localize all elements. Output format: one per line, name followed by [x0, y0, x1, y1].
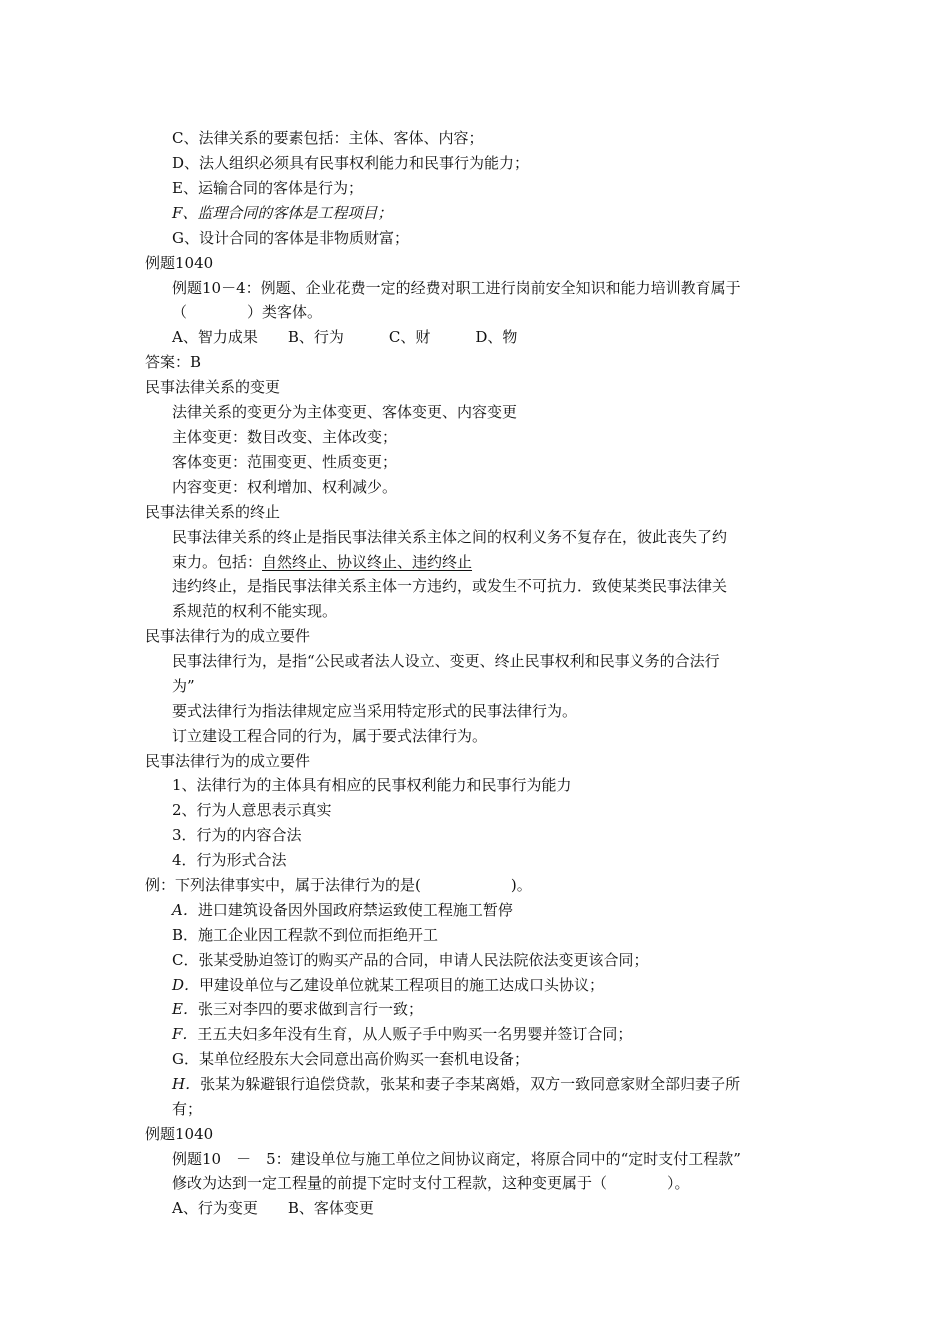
- option-d: [172, 973, 812, 997]
- option-a: [172, 898, 812, 922]
- option-text: 张三对李四的要求做到言行一致；: [197, 1000, 423, 1018]
- paragraph-line: 民事法律关系的终止是指民事法律关系主体之间的权利义务不复存在，彼此丧失了约: [172, 528, 728, 546]
- option-e: E、运输合同的客体是行为；: [172, 179, 363, 197]
- option-letter: F．: [172, 1025, 198, 1043]
- option-letter: E．: [172, 1000, 198, 1018]
- paragraph-line: 主体变更：数目改变、主体改变；: [172, 428, 398, 446]
- option-text: 王五夫妇多年没有生育，从人贩子手中购买一名男婴并签订合同；: [197, 1025, 633, 1043]
- paragraph-line: 违约终止，是指民事法律关系主体一方违约，或发生不可抗力．致使某类民事法律关: [172, 577, 728, 595]
- paragraph-line: 订立建设工程合同的行为，属于要式法律行为。: [172, 727, 488, 745]
- section-heading: 例题1040: [145, 1125, 214, 1143]
- option-text: 张某为躲避银行追偿贷款，张某和妻子李某离婚，双方一致同意家财全部归妻子所: [200, 1075, 741, 1093]
- paragraph-line: 民事法律行为，是指“公民或者法人设立、变更、终止民事权利和民事义务的合法行: [172, 652, 720, 670]
- paragraph-line: 要式法律行为指法律规定应当采用特定形式的民事法律行为。: [172, 702, 578, 720]
- section-heading: 民事法律关系的变更: [145, 378, 281, 396]
- list-item: 1、法律行为的主体具有相应的民事权利能力和民事行为能力: [172, 776, 572, 794]
- question-text: （ ）类客体。: [172, 303, 323, 321]
- paragraph-text: 束力。包括：: [172, 553, 263, 571]
- paragraph-line: 法律关系的变更分为主体变更、客体变更、内容变更: [172, 403, 518, 421]
- question-options: A、行为变更 B、客体变更: [172, 1199, 374, 1217]
- option-c: C．张某受胁迫签订的购买产品的合同，申请人民法院依法变更该合同；: [172, 951, 649, 969]
- option-f: [172, 1022, 812, 1046]
- answer-line: 答案：B: [145, 353, 202, 371]
- option-h: [172, 1072, 812, 1096]
- section-heading: 例题1040: [145, 254, 214, 272]
- option-c: C、法律关系的要素包括：主体、客体、内容；: [172, 129, 484, 147]
- option-letter: A．: [172, 901, 198, 919]
- question-text: 修改为达到一定工程量的前提下定时支付工程款，这种变更属于（ ）。: [172, 1174, 690, 1192]
- option-b: B．施工企业因工程款不到位而拒绝开工: [172, 926, 439, 944]
- option-text: 甲建设单位与乙建设单位就某工程项目的施工达成口头协议；: [199, 976, 605, 994]
- paragraph-line: 内容变更：权利增加、权利减少。: [172, 478, 398, 496]
- underlined-text: 自然终止、协议终止、违约终止: [262, 553, 473, 571]
- question-options: A、智力成果 B、行为 C、财 D、物: [172, 328, 518, 346]
- paragraph-line: 系规范的权利不能实现。: [172, 602, 338, 620]
- list-item: 3．行为的内容合法: [172, 826, 302, 844]
- option-g: G、设计合同的客体是非物质财富；: [172, 229, 409, 247]
- option-e: [172, 997, 812, 1021]
- option-letter: D．: [172, 976, 200, 994]
- section-heading: 民事法律行为的成立要件: [145, 752, 311, 770]
- option-d: D、法人组织必须具有民事权利能力和民事行为能力；: [172, 154, 530, 172]
- section-heading: 民事法律关系的终止: [145, 503, 281, 521]
- option-text: 进口建筑设备因外国政府禁运致使工程施工暂停: [197, 901, 513, 919]
- option-g: G．某单位经股东大会同意出高价购买一套机电设备；: [172, 1050, 529, 1068]
- question-text: 例题10 － 5：建设单位与施工单位之间协议商定，将原合同中的“定时支付工程款”: [172, 1150, 741, 1168]
- section-heading: 民事法律行为的成立要件: [145, 627, 311, 645]
- paragraph-line: [172, 550, 812, 574]
- option-h-continued: 有；: [172, 1100, 203, 1118]
- question-text: 例题10－4：例题、企业花费一定的经费对职工进行岗前安全知识和能力培训教育属于: [172, 279, 741, 297]
- option-f: F、监理合同的客体是工程项目；: [172, 204, 393, 222]
- paragraph-line: 客体变更：范围变更、性质变更；: [172, 453, 398, 471]
- option-letter: H．: [172, 1075, 201, 1093]
- paragraph-line: 为”: [172, 677, 195, 695]
- list-item: 2、行为人意思表示真实: [172, 801, 332, 819]
- question-text: 例：下列法律事实中，属于法律行为的是( )。: [145, 876, 532, 894]
- list-item: 4．行为形式合法: [172, 851, 287, 869]
